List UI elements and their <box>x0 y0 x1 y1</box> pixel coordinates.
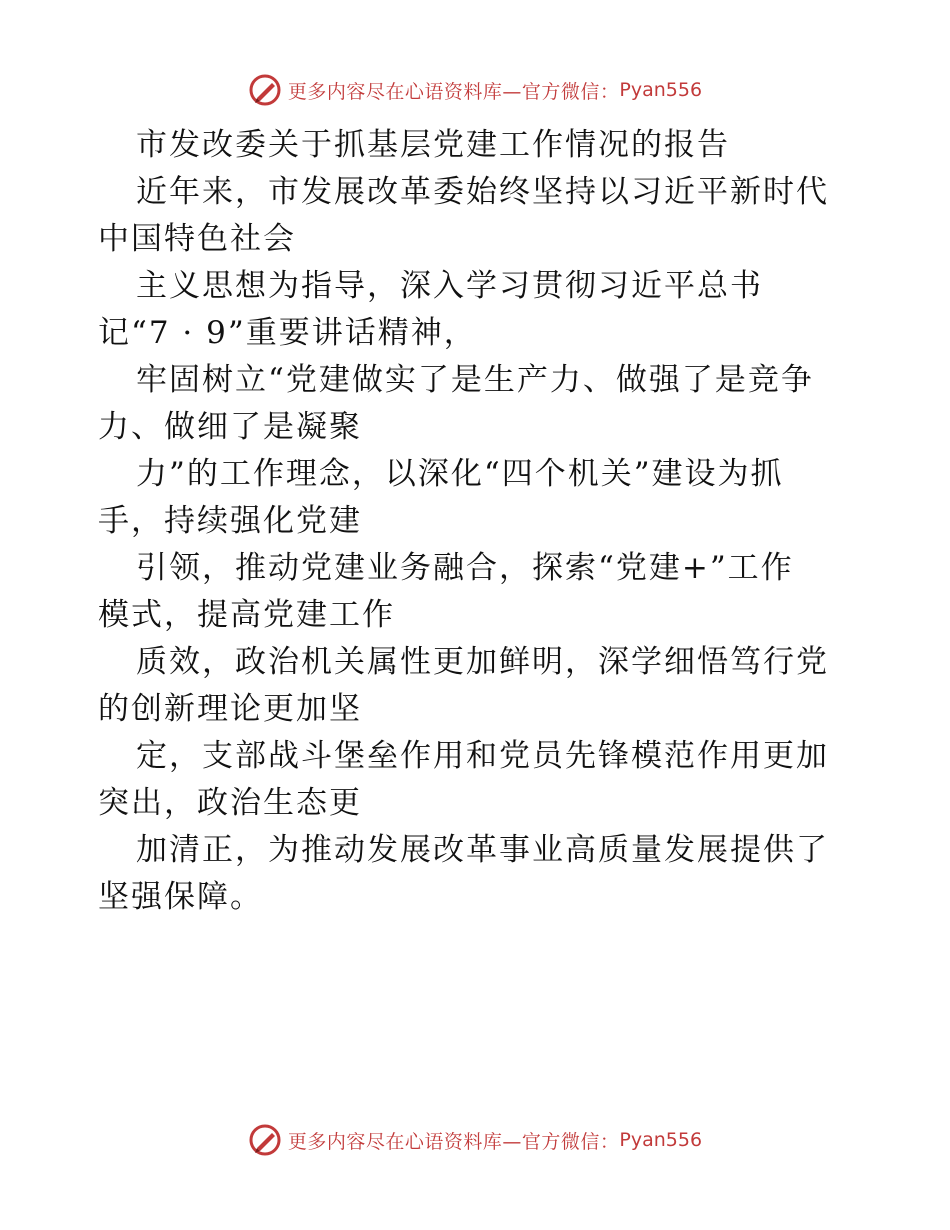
paragraph-line: 定，支部战斗堡垒作用和党员先锋模范作用更加 <box>136 738 829 774</box>
paragraph-line: 引领，推动党建业务融合，探索“党建+”工作 <box>136 550 794 586</box>
paragraph-line: 坚强保障。 <box>98 879 263 915</box>
header-banner-text: 更多内容尽在心语资料库—官方微信： <box>287 80 620 103</box>
footer-banner-account: Pyan556 <box>619 1129 703 1151</box>
paragraph-line: 主义思想为指导，深入学习贯彻习近平总书 <box>136 268 763 304</box>
paragraph-line: 力、做细了是凝聚 <box>98 409 362 445</box>
paragraph-line: 模式，提高党建工作 <box>98 597 395 633</box>
paragraph-line: 手，持续强化党建 <box>98 503 362 539</box>
pen-logo-icon <box>248 1123 282 1157</box>
paragraph-line: 质效，政治机关属性更加鲜明，深学细悟笃行党 <box>136 644 829 680</box>
paragraph-line: 牢固树立“党建做实了是生产力、做强了是竞争 <box>136 362 814 398</box>
footer-banner-text: 更多内容尽在心语资料库—官方微信： <box>287 1130 620 1153</box>
header-banner-account: Pyan556 <box>619 79 703 101</box>
paragraph-line: 力”的工作理念，以深化“四个机关”建设为抓 <box>136 456 784 492</box>
paragraph-line: 突出，政治生态更 <box>98 785 362 821</box>
footer-banner <box>0 1120 950 1160</box>
paragraph-line: 中国特色社会 <box>98 221 296 257</box>
paragraph-line: 加清正，为推动发展改革事业高质量发展提供了 <box>136 832 829 868</box>
paragraph-line: 的创新理论更加坚 <box>98 691 362 727</box>
paragraph-line: 近年来，市发展改革委始终坚持以习近平新时代 <box>136 174 829 210</box>
header-banner <box>0 70 950 110</box>
document-body <box>98 122 858 921</box>
paragraph-line: 记“7 · 9”重要讲话精神， <box>98 315 477 351</box>
pen-logo-icon <box>248 73 282 107</box>
document-title: 市发改委关于抓基层党建工作情况的报告 <box>136 127 730 163</box>
